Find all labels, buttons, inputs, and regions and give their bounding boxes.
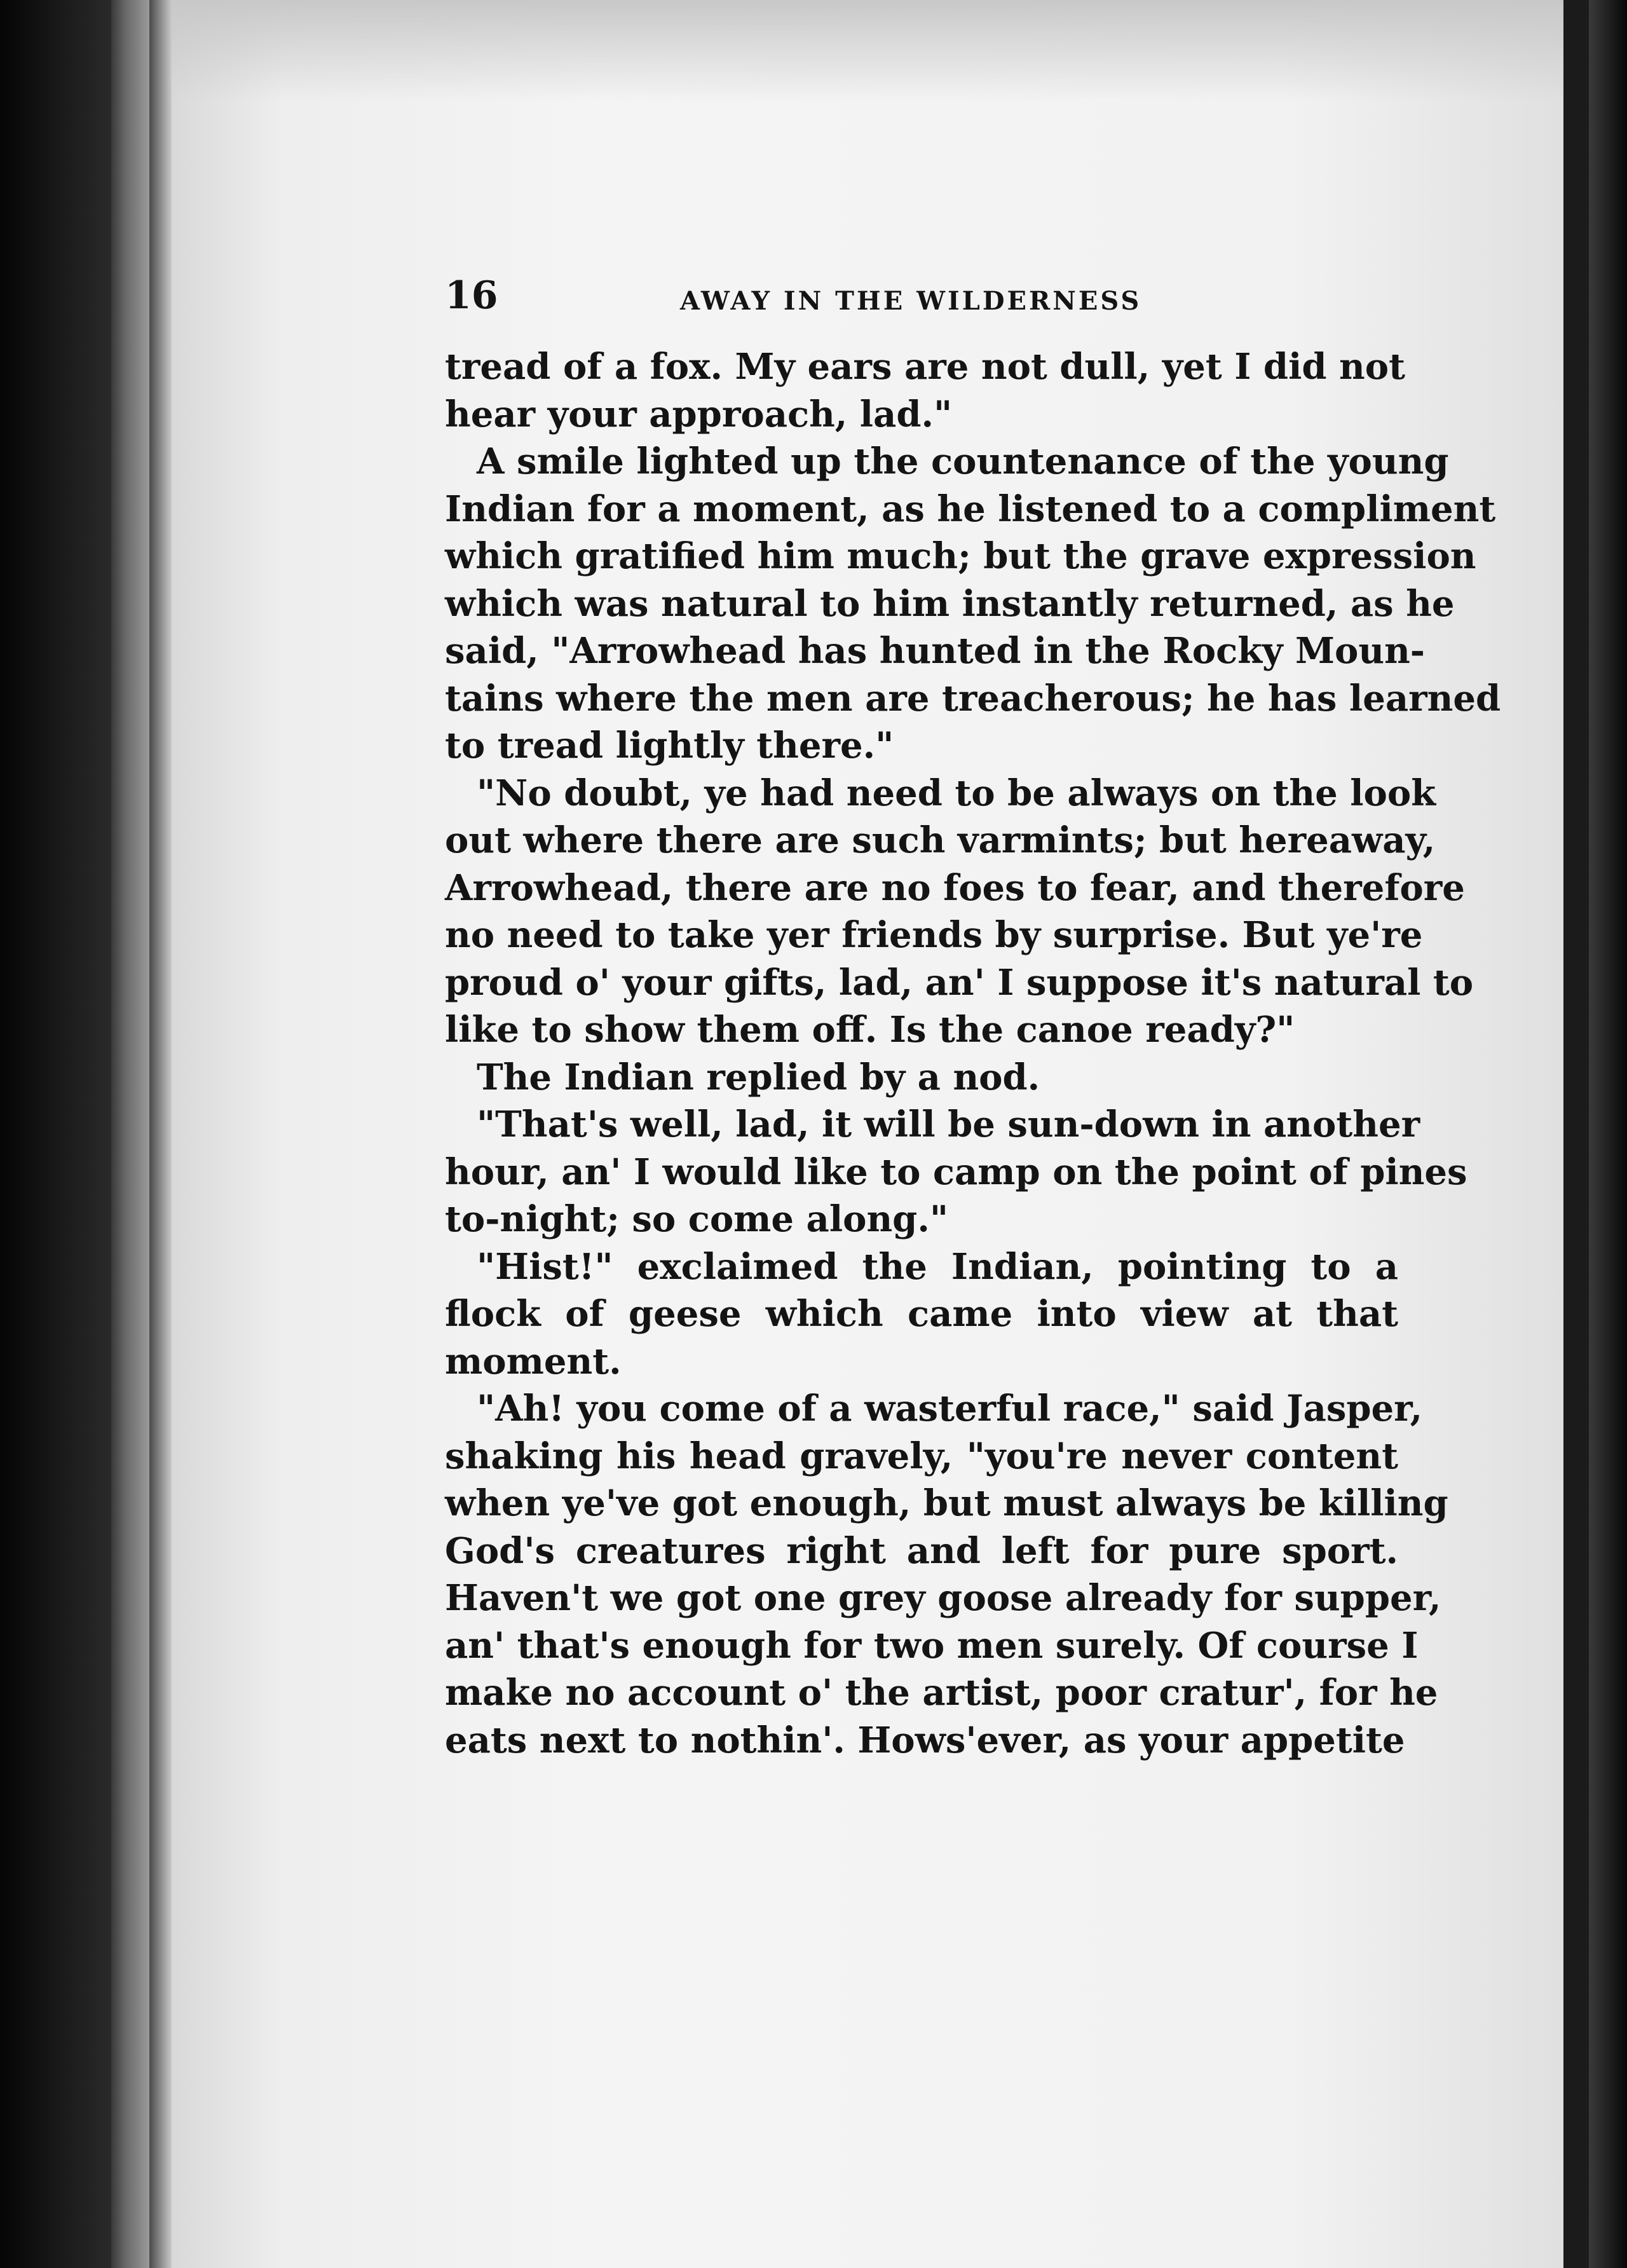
page-top-shadow bbox=[172, 0, 1563, 102]
text-line: The Indian replied by a nod. bbox=[477, 1056, 1040, 1098]
text-line: "That's well, lad, it will be sun-down in another bbox=[477, 1103, 1420, 1145]
text-line: proud o' your gifts, lad, an' I suppose it's natural to bbox=[445, 961, 1474, 1004]
text-line: Arrowhead, there are no foes to fear, and therefore bbox=[445, 866, 1465, 909]
text-line: when ye've got enough, but must always be killing bbox=[445, 1482, 1448, 1524]
page-gutter-edge bbox=[149, 0, 172, 2268]
page-header bbox=[445, 273, 1398, 343]
text-line: hear your approach, lad." bbox=[445, 393, 953, 435]
book-spine-shadow bbox=[0, 0, 111, 2268]
text-line: no need to take yer friends by surprise. But ye're bbox=[445, 914, 1423, 956]
text-line: Indian for a moment, as he listened to a compliment bbox=[445, 488, 1496, 530]
text-line: which was natural to him instantly returned, as he bbox=[445, 582, 1455, 625]
text-line: A smile lighted up the countenance of the young bbox=[477, 441, 1449, 482]
text-line: moment. bbox=[445, 1340, 622, 1383]
book-page bbox=[172, 0, 1563, 2268]
text-line: eats next to nothin'. Hows'ever, as your appetite bbox=[445, 1719, 1405, 1761]
text-line: shaking his head gravely, "you're never content bbox=[445, 1435, 1398, 1477]
text-line: "Hist!" exclaimed the Indian, pointing to a bbox=[477, 1245, 1398, 1288]
text-block bbox=[445, 273, 1501, 1764]
text-line: flock of geese which came into view at that bbox=[445, 1293, 1398, 1335]
text-line: "No doubt, ye had need to be always on the look bbox=[477, 772, 1436, 814]
text-line: to-night; so come along." bbox=[445, 1198, 949, 1240]
right-background-band bbox=[1589, 0, 1627, 2268]
text-line: Haven't we got one grey goose already for supper, bbox=[445, 1577, 1441, 1619]
text-line: like to show them off. Is the canoe ready?" bbox=[445, 1009, 1295, 1051]
text-line: make no account o' the artist, poor cratur', for he bbox=[445, 1672, 1438, 1714]
text-line: hour, an' I would like to camp on the point of pines bbox=[445, 1151, 1467, 1193]
text-line: "Ah! you come of a wasterful race," said Jasper, bbox=[477, 1388, 1423, 1430]
book-spine-strip bbox=[111, 0, 149, 2268]
text-line: said, "Arrowhead has hunted in the Rocky Moun- bbox=[445, 630, 1426, 672]
text-line: tread of a fox. My ears are not dull, yet I did not bbox=[445, 346, 1405, 388]
right-background-gap bbox=[1563, 0, 1589, 2268]
page-number: 16 bbox=[445, 273, 498, 318]
text-line: out where there are such varmints; but hereaway, bbox=[445, 819, 1436, 861]
body-text bbox=[445, 343, 1501, 1764]
text-line: tains where the men are treacherous; he has learned bbox=[445, 677, 1501, 720]
text-line: an' that's enough for two men surely. Of course I bbox=[445, 1624, 1419, 1667]
text-line: to tread lightly there." bbox=[445, 725, 894, 767]
running-head: AWAY IN THE WILDERNESS bbox=[680, 286, 1142, 316]
text-line: which gratified him much; but the grave expression bbox=[445, 535, 1476, 577]
text-line: God's creatures right and left for pure sport. bbox=[445, 1529, 1398, 1572]
